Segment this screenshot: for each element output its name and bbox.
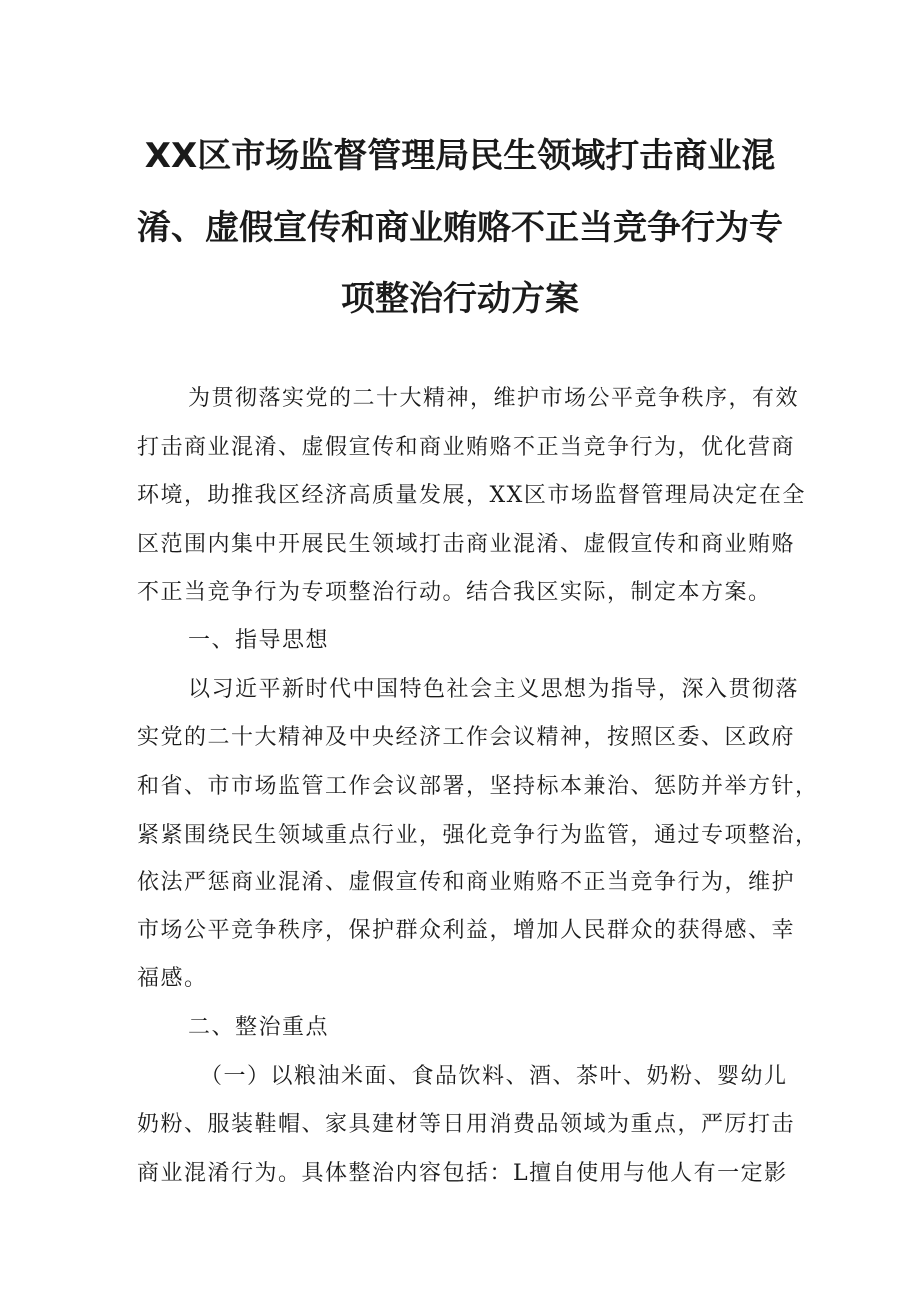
document-title-line-1: XX区市场监督管理局民生领域打击商业混 [144,136,776,176]
section1-line-1: 以习近平新时代中国特色社会主义思想为指导，深入贯彻落 [188,677,800,702]
section1-heading: 一、指导思想 [188,628,330,653]
intro-line-4: 区范围内集中开展民生领域打击商业混淆、虚假宣传和商业贿赂 [137,532,796,557]
section1-line-6: 市场公平竞争秩序，保护群众利益，增加人民群众的获得感、幸 [137,918,796,943]
section1-line-7: 福感。 [137,966,208,991]
section2-line-1: （一）以粮油米面、食品饮料、酒、茶叶、奶粉、婴幼儿 [200,1064,788,1089]
section2-line-3: 商业混淆行为。具体整治内容包括：L擅自使用与他人有一定影 [137,1161,788,1186]
intro-line-2: 打击商业混淆、虚假宣传和商业贿赂不正当竞争行为，优化营商 [137,435,796,460]
intro-line-5: 不正当竞争行为专项整治行动。结合我区实际，制定本方案。 [137,580,772,605]
intro-line-3: 环境，助推我区经济高质量发展，XX区市场监督管理局决定在全 [137,483,806,508]
section1-line-4: 紧紧围绕民生领域重点行业，强化竞争行为监管，通过专项整治， [137,823,819,848]
section2-heading: 二、整治重点 [188,1015,330,1040]
section1-line-2: 实党的二十大精神及中央经济工作会议精神，按照区委、区政府 [137,725,796,750]
document-title-line-3: 项整治行动方案 [341,279,579,319]
intro-line-1: 为贯彻落实党的二十大精神，维护市场公平竞争秩序，有效 [188,386,800,411]
section1-line-3: 和省、市市场监管工作会议部署，坚持标本兼治、惩防并举方针， [137,774,819,799]
document-title-line-2: 淆、虚假宣传和商业贿赂不正当竞争行为专 [137,208,783,248]
section1-line-5: 依法严惩商业混淆、虚假宣传和商业贿赂不正当竞争行为，维护 [137,870,796,895]
section2-line-2: 奶粉、服装鞋帽、家具建材等日用消费品领域为重点，严厉打击 [137,1112,796,1137]
